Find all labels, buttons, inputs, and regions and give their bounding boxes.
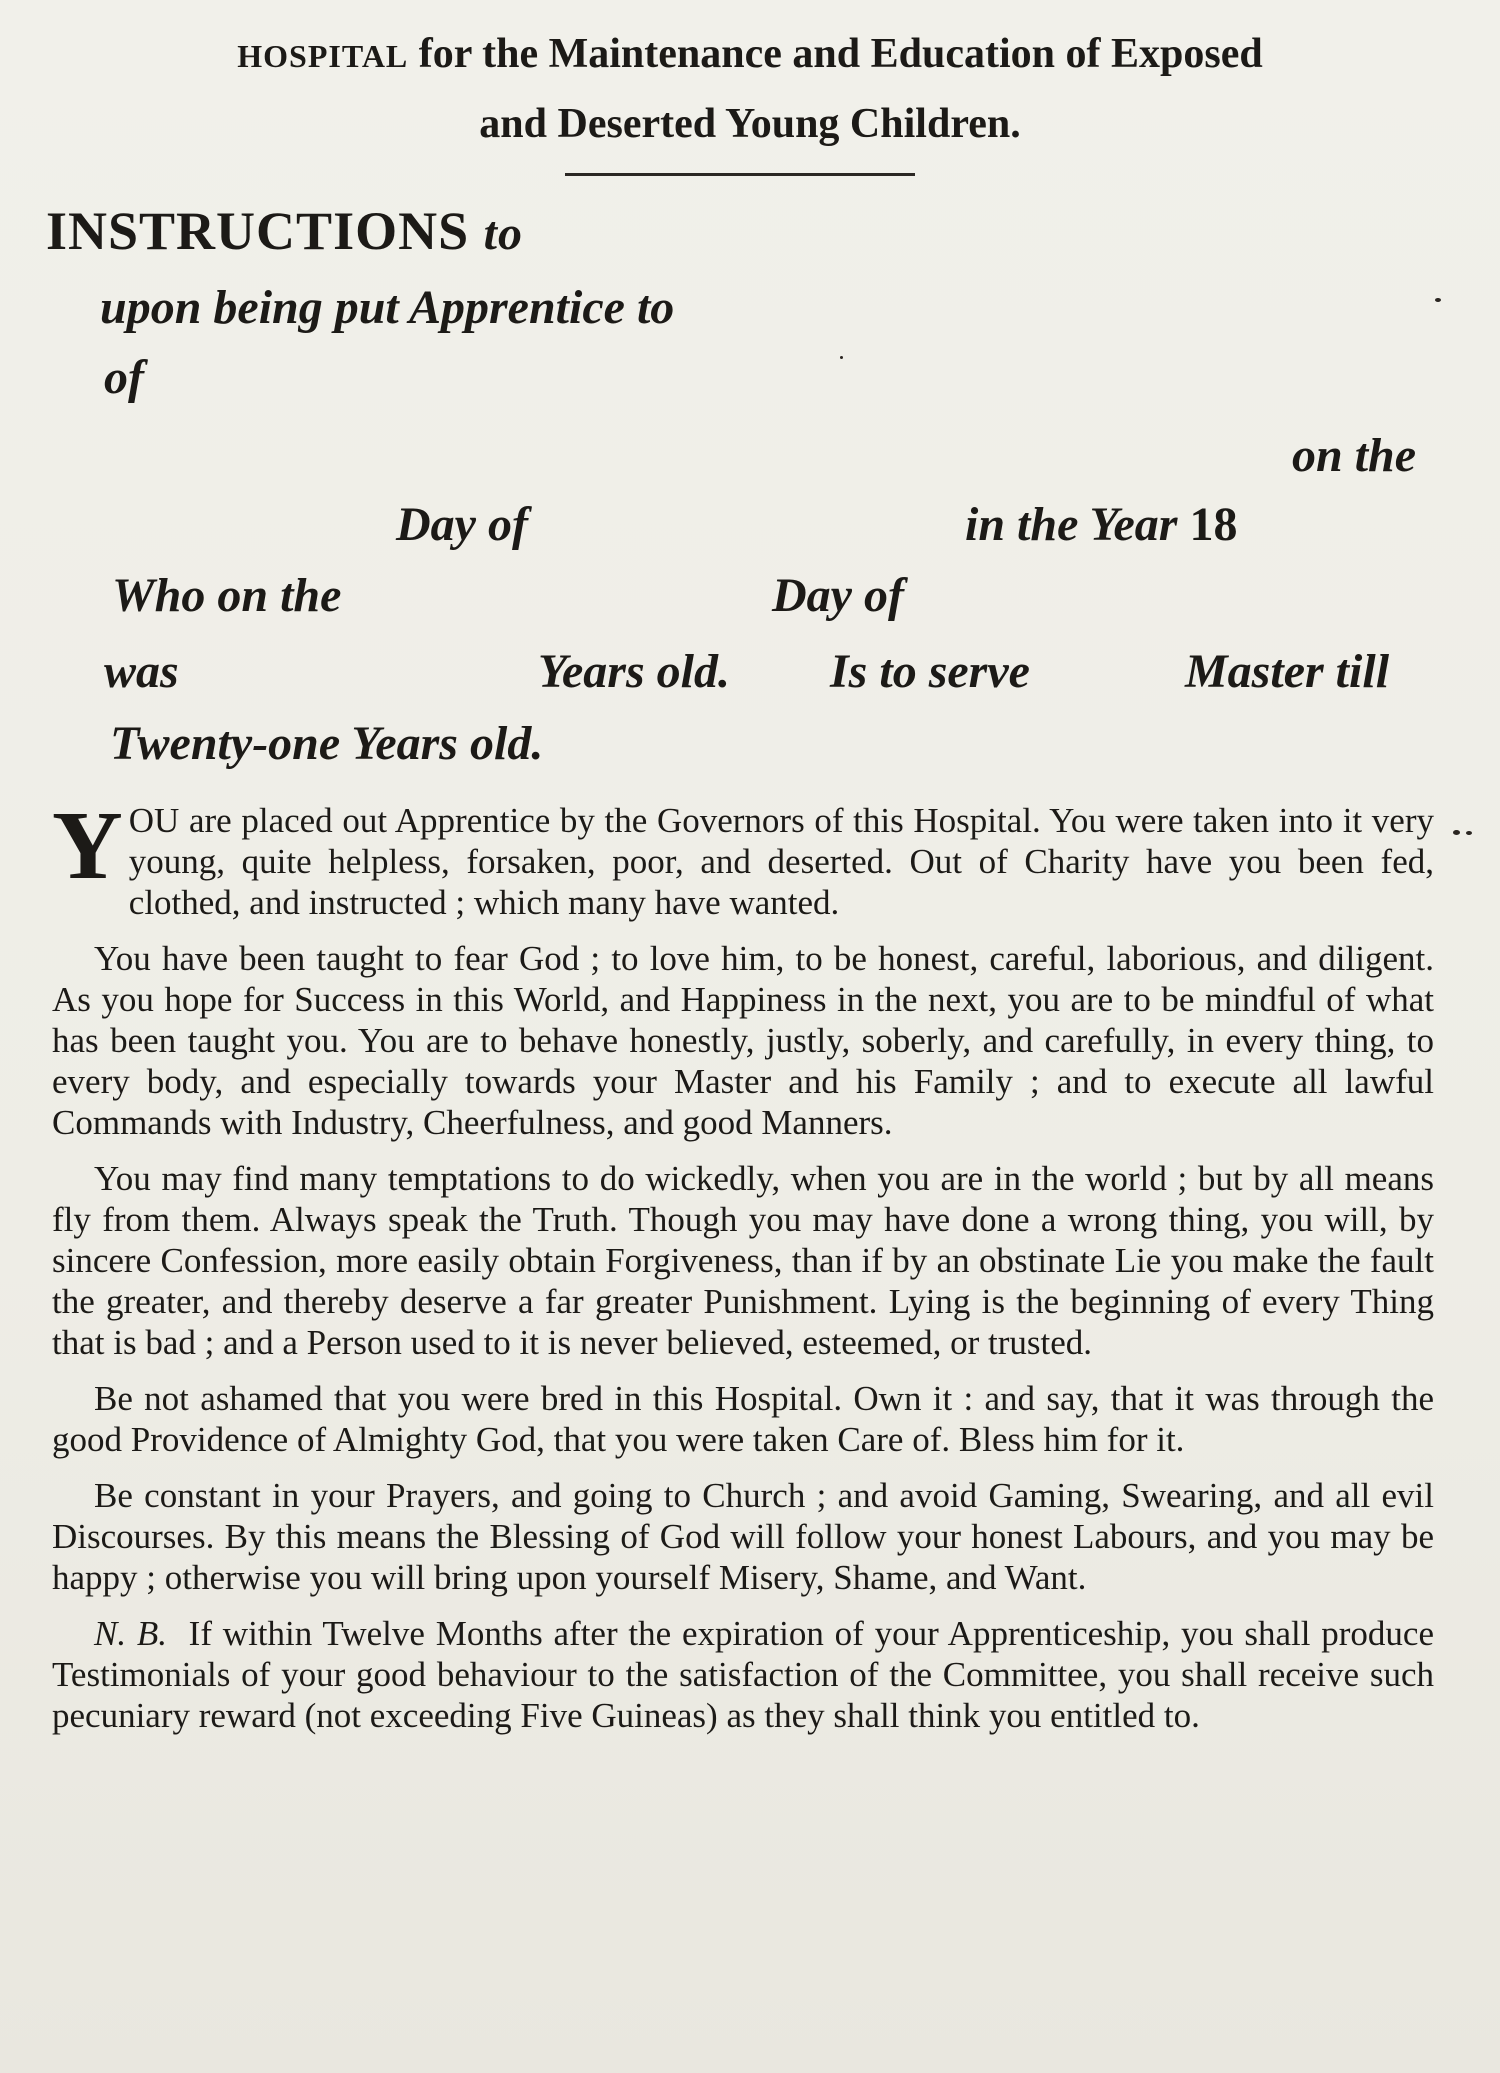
page-title — [46, 200, 523, 262]
header-smallcaps: HOSPITAL — [237, 38, 409, 74]
form-in-the-year — [965, 497, 1237, 552]
form-of: of — [104, 351, 144, 404]
paragraph-2: You have been taught to fear God ; to love him, to be honest, careful, laborious, and diligent. As you hope for Success in this World, and Happiness in the next, you are to be mindful of what has been taught you. You are to behave honestly, justly, soberly, and carefully, in every thing, to every body, and especially towards your Master and his Family ; and to execute all lawful Commands with Industry, Cheerfulness, and good Manners. — [52, 939, 1434, 1142]
form-years-old: Years old. — [538, 645, 730, 698]
form-master-till: Master till — [1185, 645, 1390, 698]
form-was: was — [104, 645, 179, 698]
ink-speck — [1466, 831, 1472, 835]
form-day-of-2: Day of — [772, 569, 904, 622]
instructions-body — [52, 792, 1435, 1751]
header-line-2: and Deserted Young Children. — [479, 101, 1021, 147]
form-in-the-year-label: in the Year — [965, 498, 1178, 551]
header-line-1-text: for the Maintenance and Education of Exposed — [408, 31, 1263, 77]
form-on-the: on the — [1292, 429, 1417, 482]
paragraph-5: Be constant in your Prayers, and going to Church ; and avoid Gaming, Swearing, and all evil Discourses. By this means the Blessing of God will follow your honest Labours, and you may be happy ; otherwise you will bring upon yourself Misery, Shame, and Want. — [52, 1476, 1434, 1597]
paragraph-1 — [52, 792, 1434, 923]
header-divider — [565, 173, 915, 176]
drop-cap: Y — [52, 792, 123, 900]
form-apprentice-line: upon being put Apprentice to — [100, 281, 675, 334]
form-is-to-serve: Is to serve — [830, 645, 1030, 698]
form-day-of-1: Day of — [396, 498, 528, 551]
ink-speck — [840, 356, 843, 359]
nota-bene — [52, 1613, 1434, 1736]
paragraph-4: Be not ashamed that you were bred in this Hospital. Own it : and say, that it was through the good Providence of Almighty God, that you were taken Care of. Bless him for it. — [52, 1379, 1434, 1459]
nota-bene-label: N. B. — [94, 1614, 168, 1653]
form-twenty-one: Twenty-one Years old. — [110, 717, 544, 770]
ink-speck — [1453, 830, 1460, 835]
ink-speck — [1435, 298, 1441, 302]
paragraph-3: You may find many temptations to do wickedly, when you are in the world ; but by all means fly from them. Always speak the Truth. Though you may have done a wrong thing, you will, by sincere Confession, more easily obtain Forgiveness, than if by an obstinate Lie you make the fault the greater, and thereby deserve a far greater Punishment. Lying is the beginning of every Thing that is bad ; and a Person used to it is never believed, esteemed, or trusted. — [52, 1159, 1434, 1362]
nota-bene-text: If within Twelve Months after the expiration of your Apprenticeship, you shall produce Testimonials of your good behaviour to the satisfaction of the Committee, you shall receive such pecuniary reward (not exceeding Five Guineas) as they shall think you entitled to. — [52, 1614, 1435, 1735]
form-who-on-the: Who on the — [112, 569, 342, 622]
title-to: to — [483, 207, 523, 260]
header-line-1 — [0, 30, 1500, 78]
paragraph-1-text: OU are placed out Apprentice by the Governors of this Hospital. You were taken into it very young, quite helpless, forsaken, poor, and deserted. Out of Charity have you been fed, clothed, and instructed ; which many have wanted. — [128, 801, 1434, 922]
form-year-value: 18 — [1189, 498, 1238, 551]
title-main: INSTRUCTIONS — [46, 201, 470, 261]
